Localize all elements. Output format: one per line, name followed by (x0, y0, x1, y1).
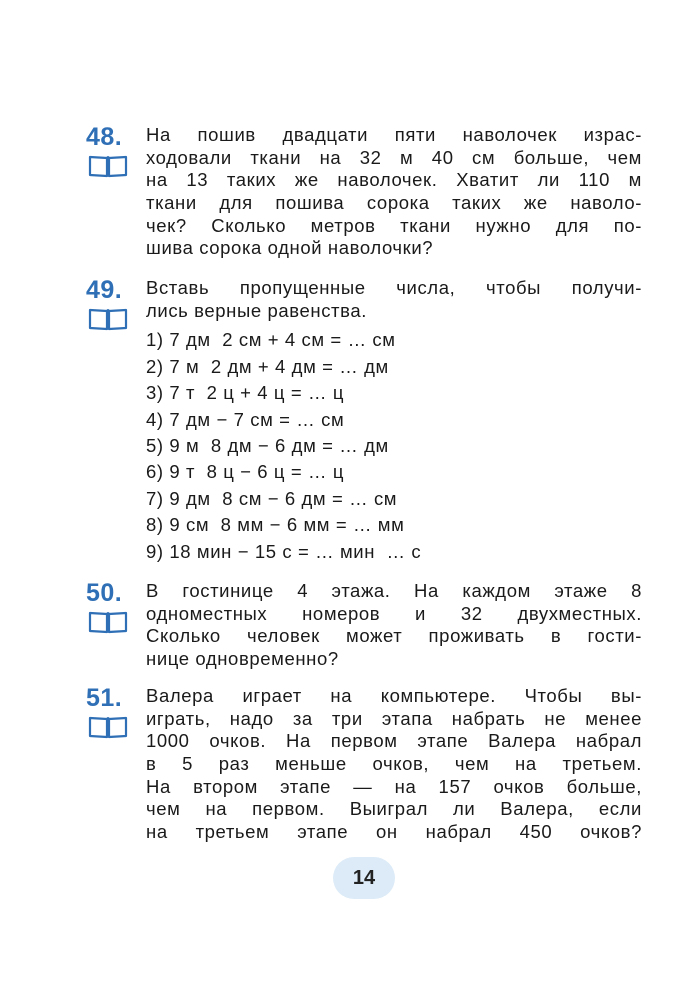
equation-item: 1) 7 дм 2 см + 4 см = … см (146, 329, 396, 351)
text-line: На пошив двадцати пяти наволочек израс- (146, 124, 642, 145)
page-number: 14 (333, 857, 395, 899)
task-number: 48. (86, 123, 123, 151)
open-book-icon (88, 307, 128, 331)
text-line: чем на первом. Выиграл ли Валера, если (146, 798, 642, 820)
task-marker (86, 277, 142, 331)
task-text (146, 124, 642, 260)
equation-list (146, 327, 642, 565)
equation-item: 5) 9 м 8 дм − 6 дм = … дм (146, 434, 389, 456)
text-line: одноместных номеров и 32 двухместных. (146, 602, 642, 624)
text-line: играть, надо за три этапа набрать не менее (146, 707, 642, 729)
task-number: 50. (86, 579, 123, 607)
equation-item: 7) 9 дм 8 см − 6 дм = … см (146, 487, 398, 509)
text-line: ткани для пошива сорока таких же наволо- (146, 192, 642, 214)
text-line: чек? Сколько метров ткани нужно для по- (146, 214, 642, 236)
text-line: 1000 очков. На первом этапе Валера набрал (146, 730, 642, 752)
text-line: на третьем этапе он набрал 450 очков? (146, 821, 642, 843)
task-number: 51. (86, 684, 123, 712)
equation-item: 6) 9 т 8 ц − 6 ц = … ц (146, 461, 345, 483)
text-line: В гостинице 4 этажа. На каждом этаже 8 (146, 580, 642, 601)
text-line: шива сорока одной наволочки? (146, 237, 434, 259)
task-text (146, 277, 642, 565)
text-line: на 13 таких же наволочек. Хватит ли 110 м (146, 169, 642, 191)
equation-item: 3) 7 т 2 ц + 4 ц = … ц (146, 382, 345, 404)
task-text (146, 580, 642, 671)
text-line: лись верные равенства. (146, 299, 367, 321)
text-line: в 5 раз меньше очков, чем на третьем. (146, 753, 642, 775)
equation-item: 8) 9 см 8 мм − 6 мм = … мм (146, 514, 405, 536)
text-line: На втором этапе — на 157 очков больше, (146, 775, 642, 797)
task-marker (86, 685, 142, 739)
text-line: ходовали ткани на 32 м 40 см больше, чем (146, 146, 642, 168)
open-book-icon (88, 610, 128, 634)
text-line: нице одновременно? (146, 648, 339, 670)
task-number: 49. (86, 276, 123, 304)
text-line: Сколько человек может проживать в гости- (146, 625, 642, 647)
task-text (146, 685, 642, 844)
open-book-icon (88, 154, 128, 178)
equation-item: 9) 18 мин − 15 с = … мин … с (146, 540, 422, 562)
open-book-icon (88, 715, 128, 739)
task-marker (86, 124, 142, 178)
text-line: Валера играет на компьютере. Чтобы вы- (146, 685, 642, 706)
equation-item: 2) 7 м 2 дм + 4 дм = … дм (146, 355, 389, 377)
equation-item: 4) 7 дм − 7 см = … см (146, 408, 345, 430)
task-marker (86, 580, 142, 634)
text-line: Вставь пропущенные числа, чтобы получи- (146, 277, 642, 298)
